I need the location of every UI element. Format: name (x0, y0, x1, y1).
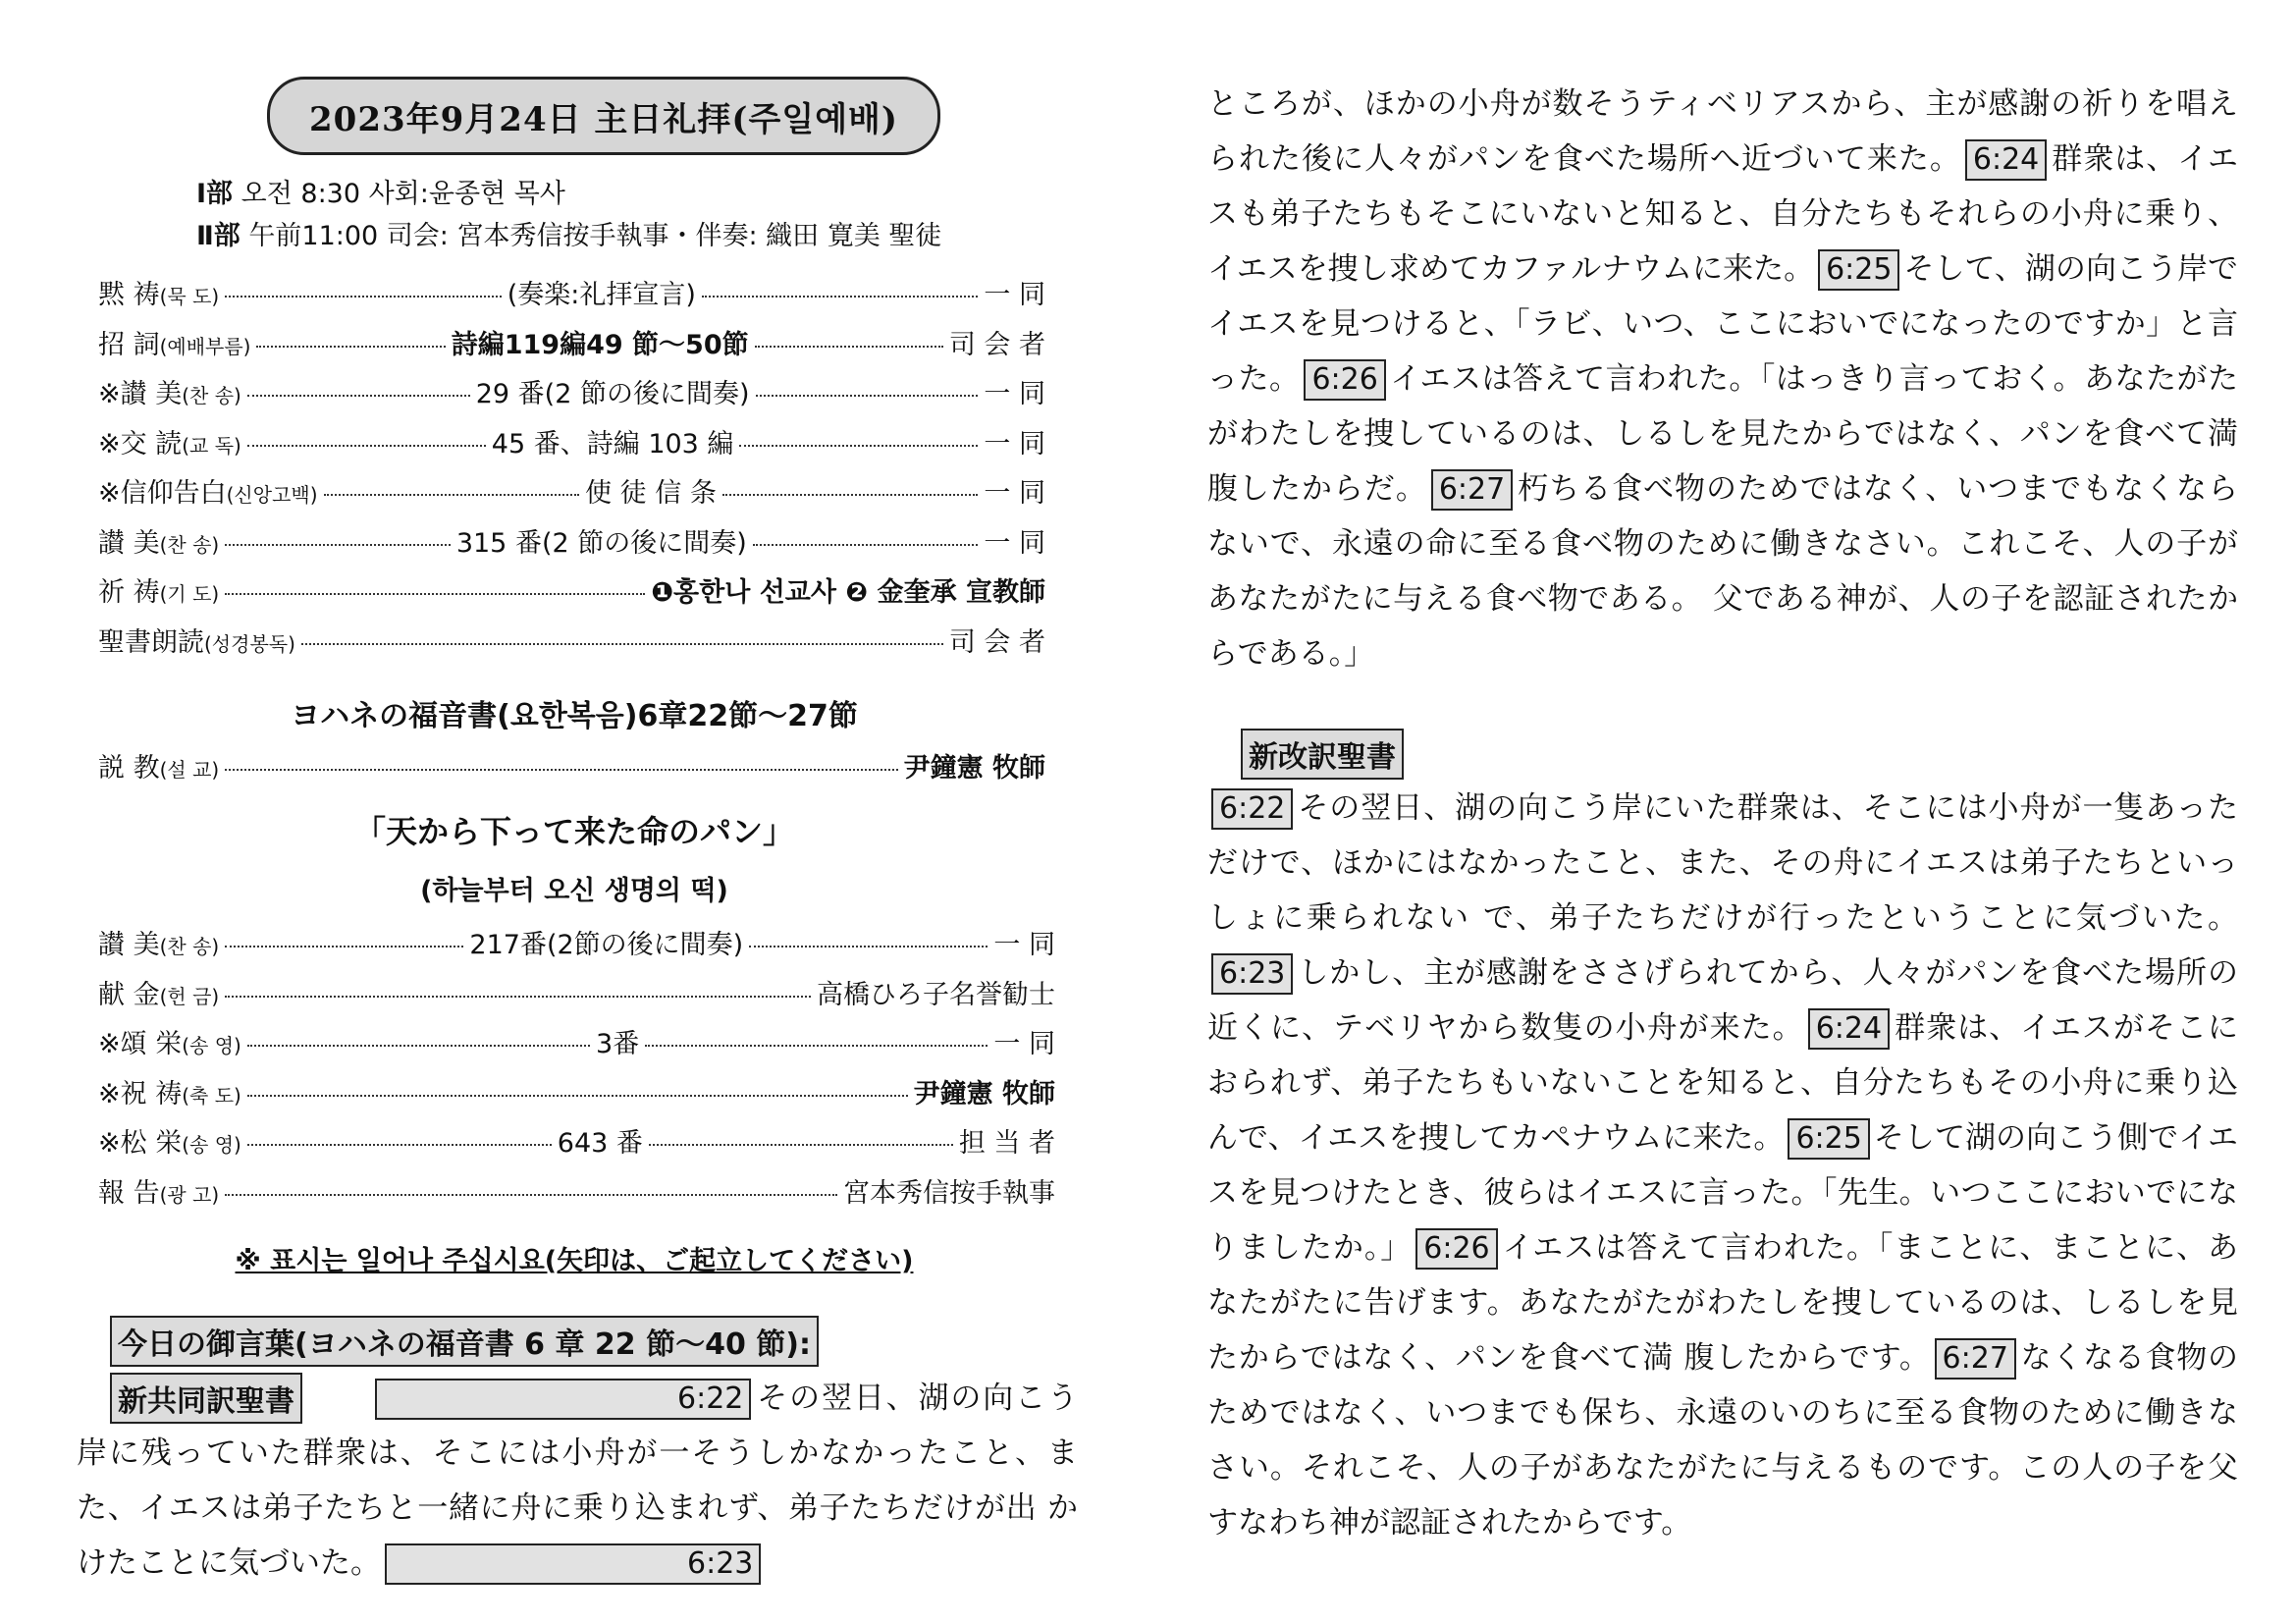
order-row-prayer (98, 570, 1045, 621)
dot-leader (722, 494, 979, 496)
verse-number: 6:27 (1431, 469, 1513, 511)
verse-text: イエスは答えて言われた。「まことに、まことに、あなたがたに告げます。あなたがたがわたしを捜しているのは、しるしを見たからではなく、パンを食べて満 腹したからです。 (1207, 1230, 2238, 1376)
order-who: 一 同 (984, 527, 1045, 559)
right-page (1148, 0, 2296, 1624)
verse-number: 6:24 (1965, 139, 2047, 181)
part-1-label: Ⅰ部 (196, 179, 234, 209)
verse-number: 6:22 (375, 1379, 751, 1420)
order-who: 一 同 (993, 930, 1056, 960)
order-item-ko: (신앙고백) (226, 483, 318, 507)
order-value: 643 番 (558, 1121, 643, 1160)
order-row-scripture-reading (98, 621, 1045, 671)
order-row-hymn-3 (98, 923, 1055, 973)
order-who: 一 同 (984, 280, 1045, 310)
verse-text: そして、湖の向こう岸でイエスを見つけると、「ラビ、いつ、ここにおいでになったのですか」と言った。 (1207, 251, 2238, 397)
dot-leader (753, 544, 979, 546)
order-row-offering (98, 973, 1055, 1023)
order-who: ❶홍한나 선교사 ❷ 金奎承 宣教師 (651, 577, 1045, 608)
dot-leader (225, 1194, 837, 1196)
order-value: 詩編119編49 節～50節 (452, 323, 749, 361)
dot-leader (739, 445, 978, 447)
order-item-ko: (예배부름) (159, 334, 251, 358)
verse-number: 6:25 (1788, 1118, 1869, 1160)
verse-number: 6:26 (1415, 1228, 1497, 1270)
order-row-hymn-1 (98, 372, 1045, 422)
order-value: 3番 (596, 1022, 639, 1060)
dot-leader (247, 395, 470, 397)
order-item: ※松 栄 (98, 1128, 183, 1159)
order-value: (奏楽:礼拝宣言) (507, 273, 696, 311)
order-value: 315 番(2 節の後に間奏) (456, 521, 747, 560)
order-who: 司 会 者 (948, 329, 1045, 360)
part-2-text: 午前11:00 司会: 宮本秀信按手執事・伴奏: 織田 寛美 聖徒 (248, 221, 942, 251)
dot-leader (225, 593, 645, 595)
order-item: 祈 祷 (98, 577, 160, 608)
order-row-closing-hymn (98, 1121, 1055, 1171)
order-item: ※頌 栄 (98, 1029, 183, 1059)
order-item: ※祝 祷 (98, 1078, 183, 1110)
dot-leader (649, 1144, 953, 1146)
order-item: 聖書朗読 (98, 626, 204, 658)
dot-leader (247, 1095, 908, 1097)
order-who: 一 同 (993, 1029, 1056, 1059)
verse-number: 6:23 (1211, 953, 1293, 995)
order-row-announcements (98, 1171, 1055, 1221)
verse-text: しかし、主が感謝をささげられてから、人々がパンを食べた場所の近くに、テベリヤから数隻の小舟が来た。 (1207, 955, 2238, 1046)
verse-text: イエスは答えて言われた。「はっきり言っておく。あなたがたがわたしを捜しているのは、しるしを見たからではなく、パンを食べて満腹したからだ。 (1207, 361, 2238, 507)
order-item-ko: (헌 금) (159, 984, 220, 1008)
order-who: 尹鐘憲 牧師 (913, 1078, 1055, 1110)
order-who: 担 当 者 (958, 1128, 1055, 1159)
order-value: 45 番、詩編 103 編 (492, 422, 734, 460)
order-item: ※交 読 (98, 428, 183, 460)
order-who: 宮本秀信按手執事 (843, 1177, 1055, 1209)
order-item-ko: (설 교) (159, 758, 220, 782)
dot-leader (247, 1045, 590, 1047)
dot-leader (247, 1144, 552, 1146)
dot-leader (225, 946, 463, 947)
order-who: 尹鐘憲 牧師 (903, 753, 1045, 784)
order-who: 高橋ひろ子名誉勧士 (817, 979, 1055, 1010)
standing-notice-text: ※ 표시는 일어나 주십시요(矢印は、ご起立してください) (235, 1246, 914, 1276)
order-item-ko: (송 영) (182, 1133, 241, 1157)
order-item-ko: (광 고) (159, 1182, 220, 1207)
order-value: 217番(2節の後に間奏) (469, 923, 743, 961)
order-item: 讃 美 (98, 930, 160, 960)
dot-leader (225, 544, 451, 546)
dot-leader (749, 946, 988, 947)
dot-leader (645, 1045, 988, 1047)
order-row-creed (98, 471, 1045, 521)
right-scripture-text-1 (1207, 77, 2238, 681)
order-item: 献 金 (98, 979, 160, 1010)
verse-text: なくなる食物のためではなく、いつまでも保ち、永遠のいのちに至る食物のために働きなさい。それこそ、人の子があなたがたに与えるものです。この人の子を父すなわち神が認証されたからです。 (1207, 1340, 2238, 1541)
order-item-ko: (성경봉독) (204, 631, 295, 656)
dot-leader (756, 395, 979, 397)
order-item: ※讃 美 (98, 379, 183, 409)
order-who: 一 同 (984, 478, 1046, 509)
verse-text: 群衆は、イエスがそこにおられず、弟子たちもいないことを知ると、自分たちもその小舟に乗り込んで、イエスを捜してカペナウムに来た。 (1207, 1010, 2238, 1156)
order-item-ko: (기 도) (159, 582, 220, 606)
order-who: 一 同 (984, 428, 1045, 460)
order-item: ※信仰告白 (98, 478, 227, 509)
order-item: 讃 美 (98, 527, 160, 559)
verse-number: 6:23 (385, 1543, 761, 1585)
verse-number: 6:22 (1211, 788, 1293, 830)
dot-leader (301, 643, 943, 645)
scripture-reference: ヨハネの福音書(요한복음)6章22節～27節 (291, 699, 858, 733)
order-row-sermon (98, 746, 1045, 796)
todays-word-heading: 今日の御言葉(ヨハネの福音書 6 章 22 節～40 節): (110, 1316, 819, 1367)
order-item-ko: (교 독) (182, 433, 241, 458)
verse-number: 6:27 (1935, 1338, 2016, 1380)
order-item-ko: (묵 도) (159, 285, 220, 308)
verse-text: 朽ちる食べ物のためではなく、いつまでもなくならないで、永遠の命に至る食べ物のために働きなさい。これこそ、人の子があなたがたに与える食べ物である。 父である神が、人の子を認証されたからである。」 (1207, 471, 2238, 672)
dot-leader (225, 296, 502, 298)
shinkaiyaku-heading: 新改訳聖書 (1241, 729, 1404, 780)
order-item: 説 教 (98, 753, 160, 784)
order-row-responsive-reading (98, 422, 1045, 472)
sermon-title-korean: (하늘부터 오신 생명의 떡) (420, 876, 728, 906)
verse-number: 6:25 (1818, 249, 1899, 291)
dot-leader (225, 769, 897, 771)
order-item: 黙 祷 (98, 280, 160, 310)
order-row-doxology (98, 1022, 1055, 1072)
verse-text: そして湖の向こう側でイエスを見つけたとき、彼らはイエスに言った。「先生。いつここにおいでになりましたか。」 (1207, 1120, 2239, 1266)
order-value: 29 番(2 節の後に間奏) (476, 372, 750, 410)
verse-text: その翌日、湖の向こう岸に残っていた群衆は、そこには小舟が一そうしかなかったこと、また、イエスは弟子たちと一緒に舟に乗り込まれず、弟子たちだけが出 かけたことに気づいた。 (77, 1380, 1078, 1581)
order-item-ko: (찬 송) (182, 384, 241, 407)
sermon-title: 「天から下って来た命のパン」 (353, 813, 794, 850)
order-item-ko: (찬 송) (159, 532, 220, 557)
dot-leader (702, 296, 979, 298)
standing-notice (0, 1239, 1148, 1277)
dot-leader (225, 996, 811, 998)
order-item: 報 告 (98, 1177, 160, 1209)
service-part-1 (196, 172, 565, 210)
part-1-text: 오전 8:30 사회:윤종현 목사 (240, 179, 565, 209)
order-of-worship-2 (98, 923, 1055, 1220)
order-row-call-to-worship (98, 323, 1045, 373)
order-row-hymn-2 (98, 521, 1045, 571)
right-scripture-text-2 (1207, 781, 2238, 1550)
dot-leader (256, 346, 445, 348)
order-who: 一 同 (984, 379, 1046, 409)
order-row-benediction (98, 1072, 1055, 1122)
page-title: 2023年9月24日 主日礼拝(주일예배) (267, 77, 940, 155)
shinkyodo-heading: 新共同訳聖書 (110, 1373, 302, 1424)
dot-leader (247, 445, 486, 447)
service-part-2 (196, 214, 941, 252)
order-row-silent-prayer (98, 273, 1045, 323)
verse-number: 6:26 (1304, 359, 1385, 401)
dot-leader (324, 494, 580, 496)
order-of-worship (98, 273, 1045, 670)
sermon-row-wrap (98, 746, 1045, 796)
order-item-ko: (축 도) (182, 1083, 241, 1108)
order-who: 司 会 者 (948, 626, 1045, 658)
verse-text: 群衆は、イエスも弟子たちもそこにいないと知ると、自分たちもそれらの小舟に乗り、イエスを捜し求めてカファルナウムに来た。 (1207, 141, 2238, 287)
verse-text: その翌日、湖の向こう岸にいた群衆は、そこには小舟が一隻あっただけで、ほかにはなかったこと、また、その舟にイエスは弟子たちといっしょに乗られない で、弟子たちだけが行ったということに気づいた。 (1207, 790, 2238, 936)
verse-text: ところが、ほかの小舟が数そうティベリアスから、主が感謝の祈りを唱えられた後に人々がパンを食べた場所へ近づいて来た。 (1207, 86, 2238, 177)
order-item-ko: (송 영) (182, 1034, 241, 1057)
verse-number: 6:24 (1808, 1008, 1890, 1050)
dot-leader (755, 346, 943, 348)
order-item-ko: (찬 송) (159, 935, 220, 958)
order-value: 使 徒 信 条 (585, 471, 717, 510)
part-2-label: Ⅱ部 (196, 221, 240, 251)
order-item: 招 詞 (98, 329, 160, 360)
